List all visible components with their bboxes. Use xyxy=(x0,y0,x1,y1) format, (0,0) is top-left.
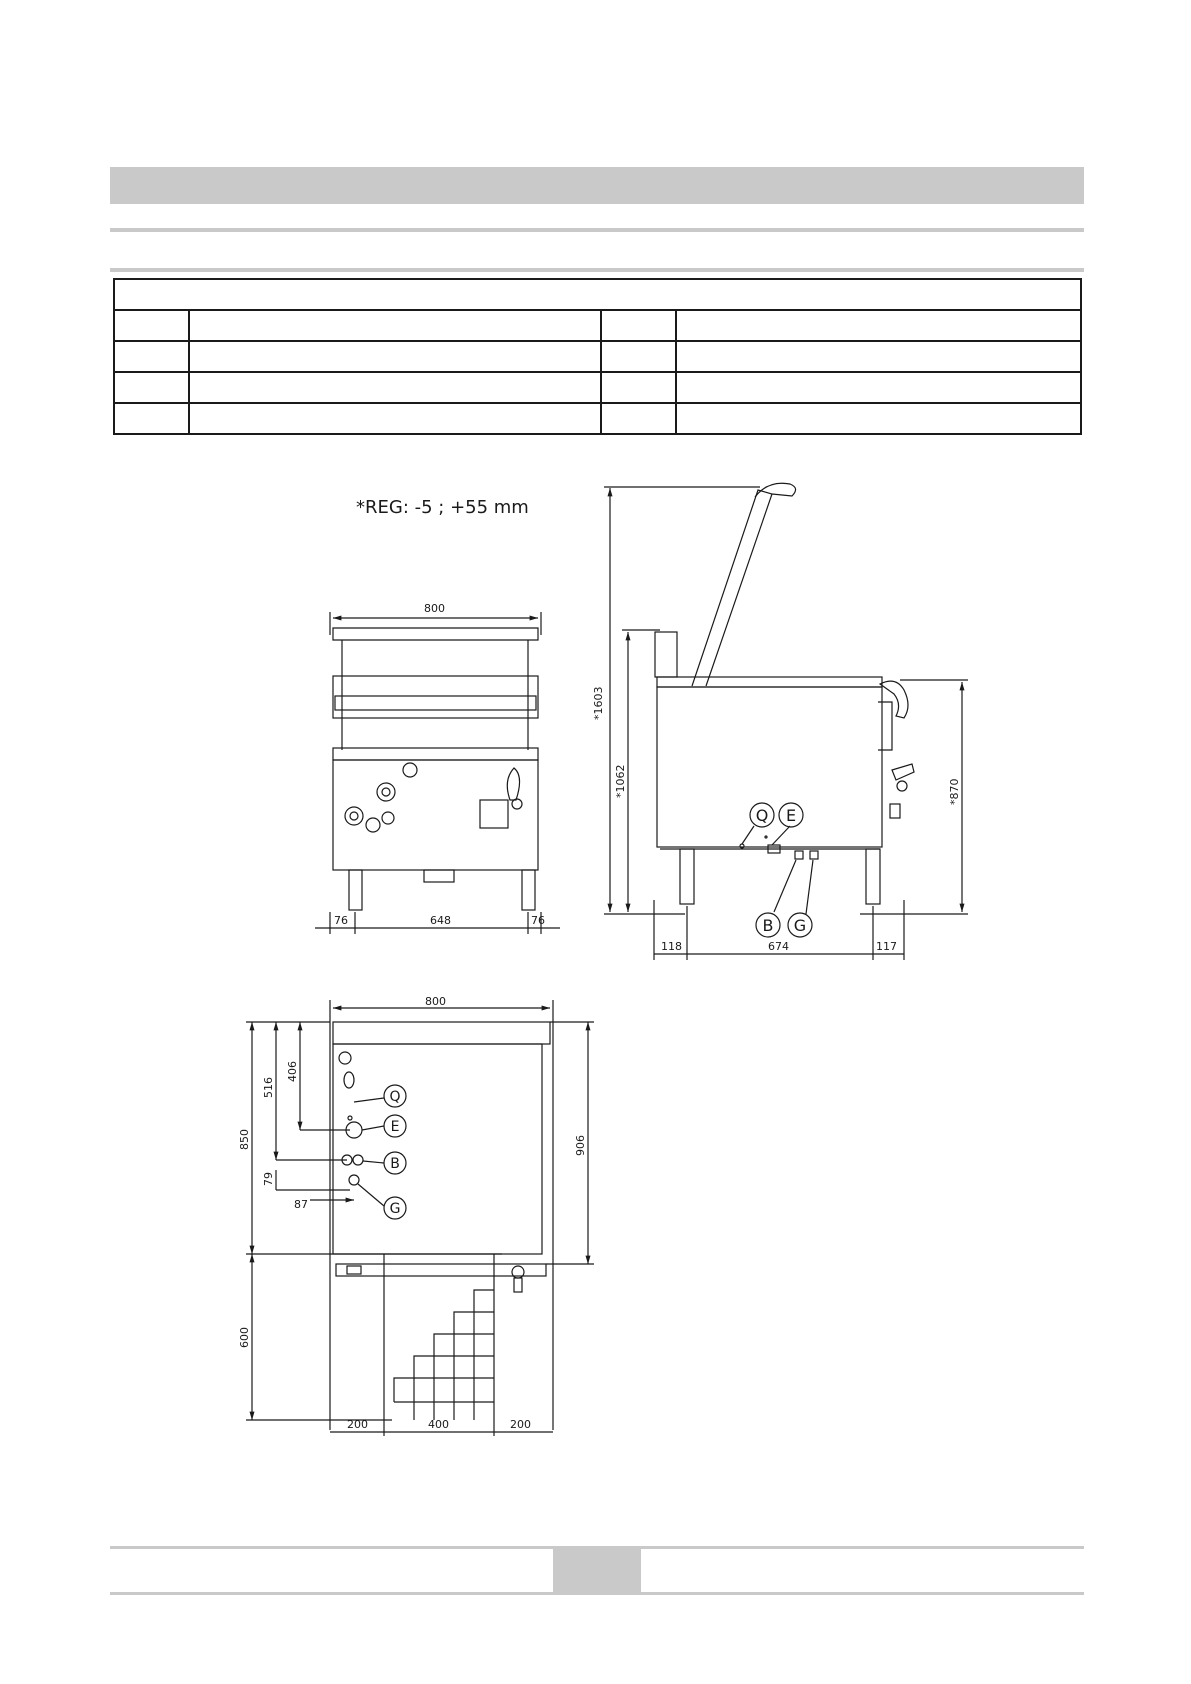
indicator-plan xyxy=(339,1052,351,1064)
pan-lip xyxy=(335,696,536,710)
drain-plan xyxy=(347,1266,361,1274)
side-height-total-label: *1603 xyxy=(592,686,605,720)
plan-dim-850-label: 850 xyxy=(238,1129,251,1150)
drain-tap xyxy=(424,870,454,882)
control-knob xyxy=(345,807,363,825)
plan-dim-600-label: 600 xyxy=(238,1327,251,1348)
plan-dim-906-label: 906 xyxy=(574,1135,587,1156)
plan-dim-406-label: 406 xyxy=(286,1061,299,1082)
control-knob xyxy=(382,812,394,824)
socket-panel xyxy=(480,800,508,828)
front-leg-left-label: 76 xyxy=(334,914,348,927)
handwheel-hub xyxy=(512,799,522,809)
lid-handle xyxy=(755,483,796,497)
leader-line xyxy=(772,826,790,845)
footer-rule-bottom xyxy=(110,1592,1084,1595)
connector-g xyxy=(810,851,818,859)
leader-line xyxy=(358,1184,384,1206)
plan-width-label: 800 xyxy=(425,995,446,1008)
plan-label-b: B xyxy=(390,1156,400,1172)
lid-rim xyxy=(333,628,538,640)
plan-dim-516-label: 516 xyxy=(262,1077,275,1098)
side-height-top-label: *1062 xyxy=(614,764,627,798)
leader-line xyxy=(774,860,796,912)
side-depth-mid-label: 674 xyxy=(768,940,789,953)
side-label-e: E xyxy=(785,806,797,825)
regulation-note: *REG: -5 ; +55 mm xyxy=(356,497,529,518)
plan-dim-79-label: 79 xyxy=(262,1172,275,1186)
plan-label-e: E xyxy=(390,1119,400,1135)
front-plinth xyxy=(336,1264,546,1276)
front-view xyxy=(315,612,560,934)
leg-front xyxy=(866,849,880,904)
front-panel xyxy=(878,702,892,750)
handwheel-side xyxy=(892,764,914,780)
indicator-light xyxy=(403,763,417,777)
cabinet-side xyxy=(657,687,882,847)
plan-label-g: G xyxy=(389,1201,401,1217)
page-number-box xyxy=(553,1546,641,1593)
pouring-lip-plan xyxy=(333,1022,550,1044)
front-leg-span-label: 648 xyxy=(430,914,451,927)
side-view xyxy=(604,483,968,960)
connector-b xyxy=(795,851,803,859)
leader-q xyxy=(765,836,767,838)
leader-line xyxy=(362,1126,384,1130)
leader-line xyxy=(742,826,754,844)
body-top-band xyxy=(333,748,538,760)
handwheel-hub xyxy=(897,781,907,791)
plan-dim-87-label: 87 xyxy=(294,1198,308,1211)
side-label-g: G xyxy=(793,916,807,935)
pan-rim xyxy=(657,677,882,687)
leader-line xyxy=(363,1161,384,1163)
plan-bottom-left-label: 200 xyxy=(347,1418,368,1431)
front-leg-right-label: 76 xyxy=(531,914,545,927)
control-knob xyxy=(366,818,380,832)
tilt-handwheel xyxy=(507,768,519,800)
service-area-steps xyxy=(394,1290,494,1402)
side-depth-left-label: 118 xyxy=(661,940,682,953)
connector-plan xyxy=(344,1072,354,1088)
tap-spout-plan xyxy=(514,1278,522,1292)
connector-q xyxy=(740,844,744,848)
cabinet-body xyxy=(333,760,538,870)
side-height-body-label: *870 xyxy=(948,778,961,805)
pan-body xyxy=(333,676,538,718)
pouring-lip xyxy=(880,681,908,718)
front-width-label: 800 xyxy=(424,602,445,615)
plan-bottom-right-label: 200 xyxy=(510,1418,531,1431)
leader-line xyxy=(354,1098,384,1102)
tap-body xyxy=(890,804,900,818)
plan-label-q: Q xyxy=(389,1089,401,1105)
control-knob-center xyxy=(382,788,390,796)
leader-line xyxy=(806,860,813,914)
side-depth-right-label: 117 xyxy=(876,940,897,953)
control-knob xyxy=(377,783,395,801)
plan-bottom-mid-label: 400 xyxy=(428,1418,449,1431)
raised-lid-arm xyxy=(692,490,772,686)
connector-q-plan xyxy=(348,1116,352,1120)
connector-g-plan xyxy=(349,1175,359,1185)
leg-left xyxy=(349,870,362,910)
leg-rear xyxy=(680,849,694,904)
side-label-b: B xyxy=(762,916,774,935)
leg-right xyxy=(522,870,535,910)
rear-column xyxy=(655,632,677,677)
cabinet-plan xyxy=(333,1044,542,1254)
side-label-q: Q xyxy=(755,806,769,825)
control-knob-center xyxy=(350,812,358,820)
connector-b2-plan xyxy=(353,1155,363,1165)
